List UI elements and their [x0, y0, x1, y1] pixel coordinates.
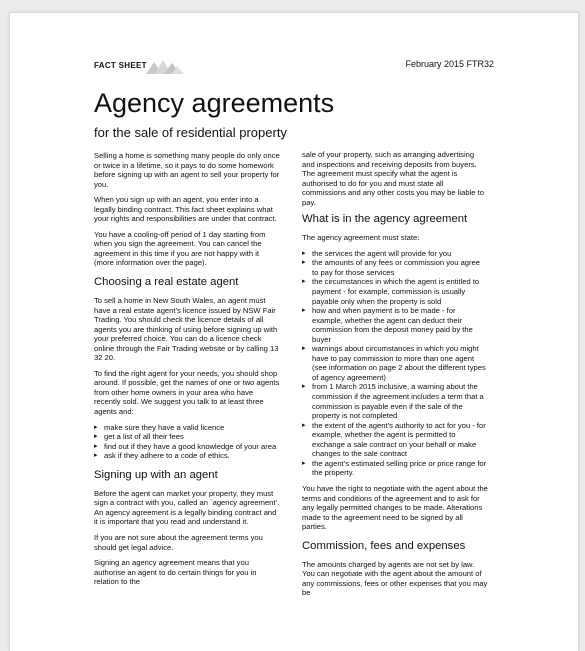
fact-sheet-label: FACT SHEET: [94, 61, 147, 70]
paragraph: You have a cooling-off period of 1 day starting from when you sign the agreement. You can cancel the agreement in this time if you are not happy with it (more information over the page).: [94, 229, 266, 268]
chevron-logo-icon: [146, 58, 184, 74]
list-item: ▸ make sure they have a valid licence: [94, 423, 280, 433]
right-column: [302, 150, 488, 604]
list-item: ▸ find out if they have a good knowledge of your area: [94, 442, 280, 452]
paragraph: If you are not sure about the agreement terms you should get legal advice.: [94, 532, 263, 552]
bullet-list: [94, 423, 280, 461]
left-column: [94, 151, 280, 593]
paragraph: Signing an agency agreement means that you authorise an agent to do certain things for you in relation to the: [94, 558, 257, 587]
paragraph: To find the right agent for your needs, you should shop around. If possible, get the names of one or two agents from other home owners in your area who have recently sold. We suggest you talk to at least three agents and:: [94, 368, 280, 417]
paragraph: You have the right to negotiate with the agent about the terms and conditions of the agreement and to ask for any legally permitted changes to be made. Alterations made to the agreement need to be signed by all parties.: [302, 483, 488, 532]
list-item: ▸ warnings about circumstances in which you might have to pay commission to more than one agent (see information on page 2 about the different types of agency agreement): [302, 344, 488, 382]
paragraph: sale of your property, such as arranging advertising and inspections and receiving deposits from buyers. The agreement must specify what the agent is authorised to do for you and must state all commissions and any other costs you may be liable to pay.: [302, 150, 484, 207]
paragraph: To sell a home in New South Wales, an agent must have a real estate agent’s licence issued by NSW Fair Trading. You should check the licence details of all agents you are thinking of using before signing up with your preferred choice. You can do a licence check online through the Fair Trading website or by calling 13 32 20.: [94, 296, 279, 363]
section-heading-signing: Signing up with an agent: [94, 468, 218, 481]
page-title: Agency agreements: [94, 88, 335, 118]
list-item: ▸ the amounts of any fees or commission you agree to pay for those services: [302, 258, 488, 277]
list-item: ▸ get a list of all their fees: [94, 432, 280, 442]
list-item: ▸ the agent’s estimated selling price or price range for the property.: [302, 459, 488, 478]
list-item: ▸ how and when payment is to be made - for example, whether the agent can deduct their commission from the deposit money paid by the buyer: [302, 306, 488, 344]
section-heading-choosing: Choosing a real estate agent: [94, 276, 239, 289]
list-item: ▸ the extent of the agent’s authority to act for you - for example, whether the agent is permitted to exchange a sale contract on your behalf or make changes to the sale contract: [302, 421, 488, 459]
list-item: ▸ from 1 March 2015 inclusive, a warning about the commission if the agreement includes a term that a commission is payable even if the sale of the property is not completed: [302, 382, 488, 420]
section-heading-what: What is in the agency agreement: [302, 213, 468, 226]
paragraph: Selling a home is something many people do only once or twice in a lifetime, so it pays to do some homework before signing up with an agent to sell your property for you.: [94, 151, 280, 189]
date-code: February 2015 FTR32: [405, 59, 494, 69]
paragraph: The amounts charged by agents are not set by law. You can negotiate with the agent about the amount of any commissions, fees or other expenses that you may be: [302, 559, 488, 598]
list-item: ▸ the circumstances in which the agent is entitled to payment - for example, commission is usually payable only when the property is sold: [302, 277, 488, 306]
paragraph: The agency agreement must state:: [302, 233, 420, 243]
section-heading-commission: Commission, fees and expenses: [302, 539, 466, 552]
bullet-list: [302, 249, 488, 478]
page-subtitle: for the sale of residential property: [94, 125, 287, 140]
list-item: ▸ ask if they adhere to a code of ethics.: [94, 451, 280, 461]
list-item: ▸ the services the agent will provide for you: [302, 249, 488, 259]
paragraph: Before the agent can market your property, they must sign a contract with you, called an `agency agreement’. An agency agreement is a legally binding contract and it is important that you read and understand it.: [94, 488, 280, 527]
paragraph: When you sign up with an agent, you enter into a legally binding contract. This fact sheet explains what your rights and responsibilities are under that contract.: [94, 195, 277, 224]
